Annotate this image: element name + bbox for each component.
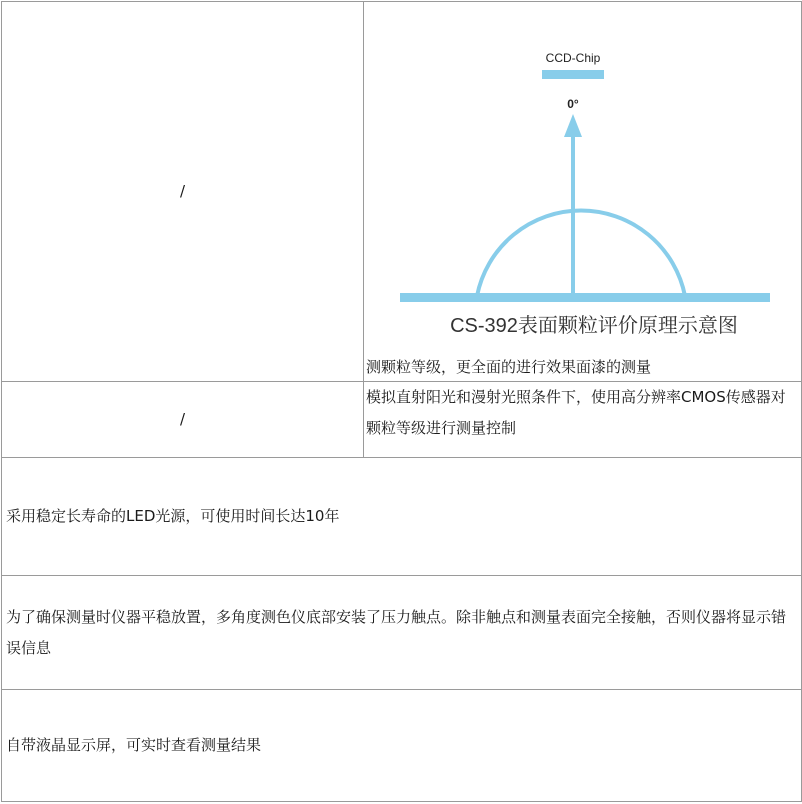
row-1-description: 测颗粒等级，更全面的进行效果面漆的测量	[366, 357, 652, 376]
row-4-text: 为了确保测量时仪器平稳放置，多角度测色仪底部安装了压力触点。除非触点和测量表面完全接触，否则仪器将显示错误信息	[6, 607, 787, 657]
table-row	[2, 576, 802, 690]
table-row	[2, 382, 802, 458]
spec-document	[0, 1, 802, 804]
table-row	[2, 690, 802, 802]
hemisphere-arc	[477, 210, 685, 296]
ccd-chip-bar	[542, 70, 604, 79]
row-5-text: 自带液晶显示屏，可实时查看测量结果	[6, 736, 262, 754]
principle-diagram	[364, 4, 798, 354]
row-3-cell	[2, 458, 802, 576]
row-4-cell	[2, 576, 802, 690]
angle-label: 0°	[567, 96, 579, 111]
row-2-description: 模拟直射阳光和漫射光照条件下，使用高分辨率CMOS传感器对颗粒等级进行测量控制	[366, 388, 786, 437]
row-3-text: 采用稳定长寿命的LED光源，可使用时间长达10年	[6, 507, 340, 525]
table-row	[2, 458, 802, 576]
surface-bar	[400, 293, 770, 302]
row-1-right-cell	[364, 2, 802, 382]
row-2-left-cell: /	[2, 382, 364, 458]
principle-diagram-svg	[364, 4, 798, 354]
diagram-caption: CS-392表面颗粒评价原理示意图	[450, 314, 738, 337]
table-row	[2, 2, 802, 382]
row-1-left-cell: /	[2, 2, 364, 382]
row-5-cell	[2, 690, 802, 802]
ccd-chip-label: CCD-Chip	[545, 50, 601, 65]
row-2-right-cell	[364, 382, 802, 458]
arrow-head	[564, 114, 582, 137]
spec-table	[1, 1, 802, 802]
